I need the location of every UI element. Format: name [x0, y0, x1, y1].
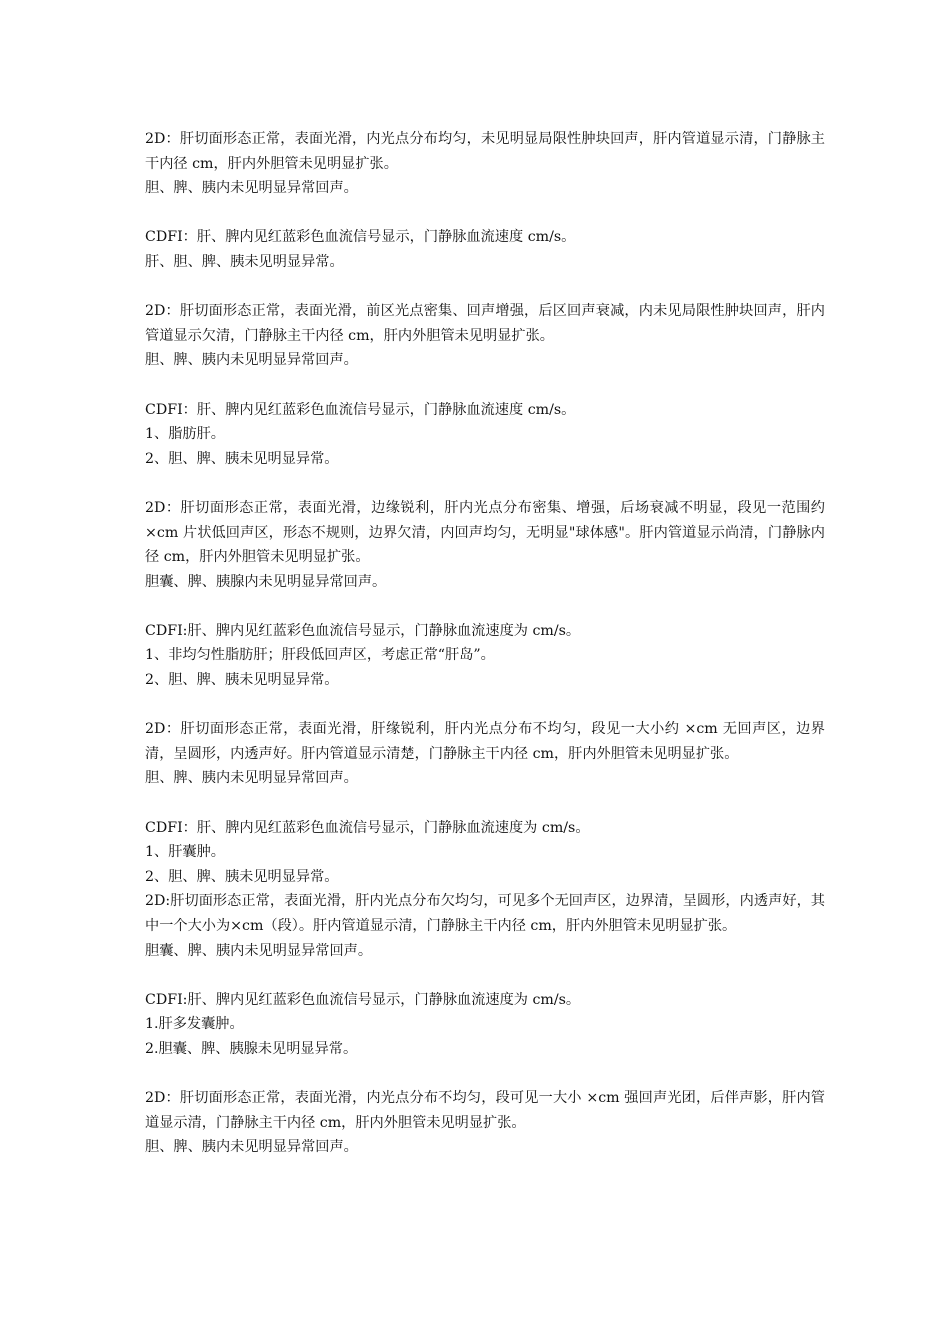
blank-line	[145, 594, 825, 619]
paragraph: 胆囊、脾、胰腺内未见明显异常回声。	[145, 573, 387, 590]
paragraph: 胆囊、脾、胰内未见明显异常回声。	[145, 942, 373, 959]
paragraph: CDFI:肝、脾内见红蓝彩色血流信号显示，门静脉血流速度为 cm/s。	[145, 991, 581, 1008]
paragraph: 2.胆囊、脾、胰腺未见明显异常。	[145, 1040, 358, 1057]
paragraph: CDFI:肝、脾内见红蓝彩色血流信号显示，门静脉血流速度为 cm/s。	[145, 622, 581, 639]
paragraph: 2、胆、脾、胰未见明显异常。	[145, 450, 339, 467]
paragraph: 胆、脾、胰内未见明显异常回声。	[145, 770, 358, 787]
paragraph: 1.肝多发囊肿。	[145, 1016, 244, 1033]
paragraph: 1、肝囊肿。	[145, 844, 225, 861]
paragraph: 2、胆、脾、胰未见明显异常。	[145, 868, 339, 885]
document-body	[145, 127, 825, 1160]
paragraph: 肝、胆、脾、胰未见明显异常。	[145, 253, 344, 270]
paragraph: 1、非均匀性脂肪肝；肝段低回声区，考虑正常“肝岛”。	[145, 647, 495, 664]
blank-line	[145, 201, 825, 226]
blank-line	[145, 275, 825, 300]
paragraph: 2D：肝切面形态正常，表面光滑，内光点分布不均匀，段可见一大小 ×cm 强回声光团，后伴声影，肝内管道显示清，门静脉主干内径 cm，肝内外胆管未见明显扩张。	[145, 1090, 825, 1131]
paragraph: 2D：肝切面形态正常，表面光滑，前区光点密集、回声增强，后区回声衰减，内未见局限性肿块回声，肝内管道显示欠清，门静脉主干内径 cm，肝内外胆管未见明显扩张。	[145, 303, 825, 344]
paragraph: 胆、脾、胰内未见明显异常回声。	[145, 352, 358, 369]
paragraph: 胆、脾、胰内未见明显异常回声。	[145, 1139, 358, 1156]
paragraph: 2D:肝切面形态正常，表面光滑，肝内光点分布欠均匀，可见多个无回声区，边界清，呈圆形，内透声好，其中一个大小为×cm（段）。肝内管道显示清，门静脉主干内径 cm，肝内外胆管未见明显扩张。	[145, 893, 825, 934]
blank-line	[145, 791, 825, 816]
paragraph: 1、脂肪肝。	[145, 426, 225, 443]
paragraph: 胆、脾、胰内未见明显异常回声。	[145, 180, 358, 197]
paragraph: CDFI：肝、脾内见红蓝彩色血流信号显示，门静脉血流速度为 cm/s。	[145, 819, 590, 836]
blank-line	[145, 1062, 825, 1087]
blank-line	[145, 693, 825, 718]
paragraph: 2D：肝切面形态正常，表面光滑，肝缘锐利，肝内光点分布不均匀，段见一大小约 ×cm 无回声区，边界清，呈圆形，内透声好。肝内管道显示清楚，门静脉主干内径 cm，肝内外胆管未见明显扩张。	[145, 721, 825, 762]
paragraph: 2、胆、脾、胰未见明显异常。	[145, 672, 339, 689]
blank-line	[145, 373, 825, 398]
blank-line	[145, 963, 825, 988]
blank-line	[145, 471, 825, 496]
paragraph: CDFI：肝、脾内见红蓝彩色血流信号显示，门静脉血流速度 cm/s。	[145, 401, 576, 418]
paragraph: CDFI：肝、脾内见红蓝彩色血流信号显示，门静脉血流速度 cm/s。	[145, 229, 576, 246]
paragraph: 2D：肝切面形态正常，表面光滑，内光点分布均匀，未见明显局限性肿块回声，肝内管道显示清，门静脉主干内径 cm，肝内外胆管未见明显扩张。	[145, 131, 825, 172]
paragraph: 2D：肝切面形态正常，表面光滑，边缘锐利，肝内光点分布密集、增强，后场衰减不明显，段见一范围约×cm 片状低回声区，形态不规则，边界欠清，内回声均匀，无明显"球体感"。肝内管道显示尚清，门静脉内径 cm，肝内外胆管未见明显扩张。	[145, 499, 825, 566]
